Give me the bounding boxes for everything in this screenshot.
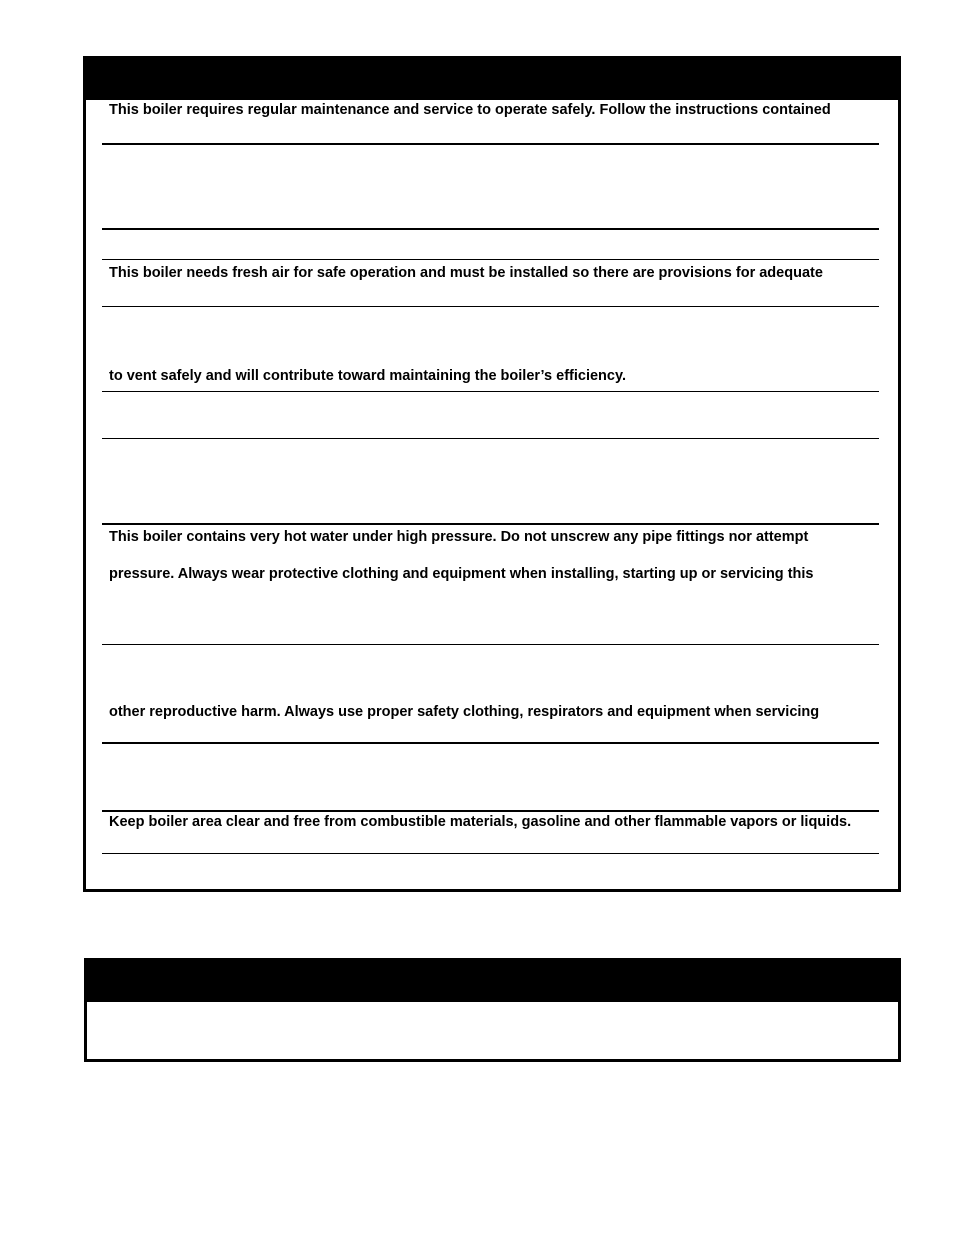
divider — [102, 306, 879, 307]
vent-paragraph: to vent safely and will contribute toward maintaining the boiler’s efficiency. — [109, 368, 626, 384]
hot-water-paragraph-line-1: This boiler contains very hot water under high pressure. Do not unscrew any pipe fittings nor attempt — [109, 529, 809, 545]
divider — [102, 810, 879, 812]
divider — [102, 143, 879, 145]
divider — [102, 438, 879, 439]
divider — [102, 742, 879, 744]
divider — [102, 228, 879, 230]
maintenance-paragraph: This boiler requires regular maintenance and service to operate safely. Follow the instructions contained — [109, 102, 831, 118]
combustibles-paragraph: Keep boiler area clear and free from combustible materials, gasoline and other flammable vapors or liquids. — [109, 814, 852, 830]
second-notice-header-bar — [87, 961, 898, 1002]
divider — [102, 523, 879, 525]
second-notice-box — [84, 958, 901, 1062]
divider — [102, 259, 879, 260]
divider — [102, 644, 879, 645]
divider — [102, 853, 879, 854]
fresh-air-paragraph: This boiler needs fresh air for safe operation and must be installed so there are provisions for adequate — [109, 265, 823, 281]
safety-notice-box — [83, 56, 901, 892]
safety-notice-header-bar — [86, 59, 898, 100]
reproductive-harm-paragraph: other reproductive harm. Always use proper safety clothing, respirators and equipment when servicing — [109, 704, 820, 720]
divider — [102, 391, 879, 392]
hot-water-paragraph-line-2: pressure. Always wear protective clothing and equipment when installing, starting up or servicing this — [109, 566, 814, 582]
